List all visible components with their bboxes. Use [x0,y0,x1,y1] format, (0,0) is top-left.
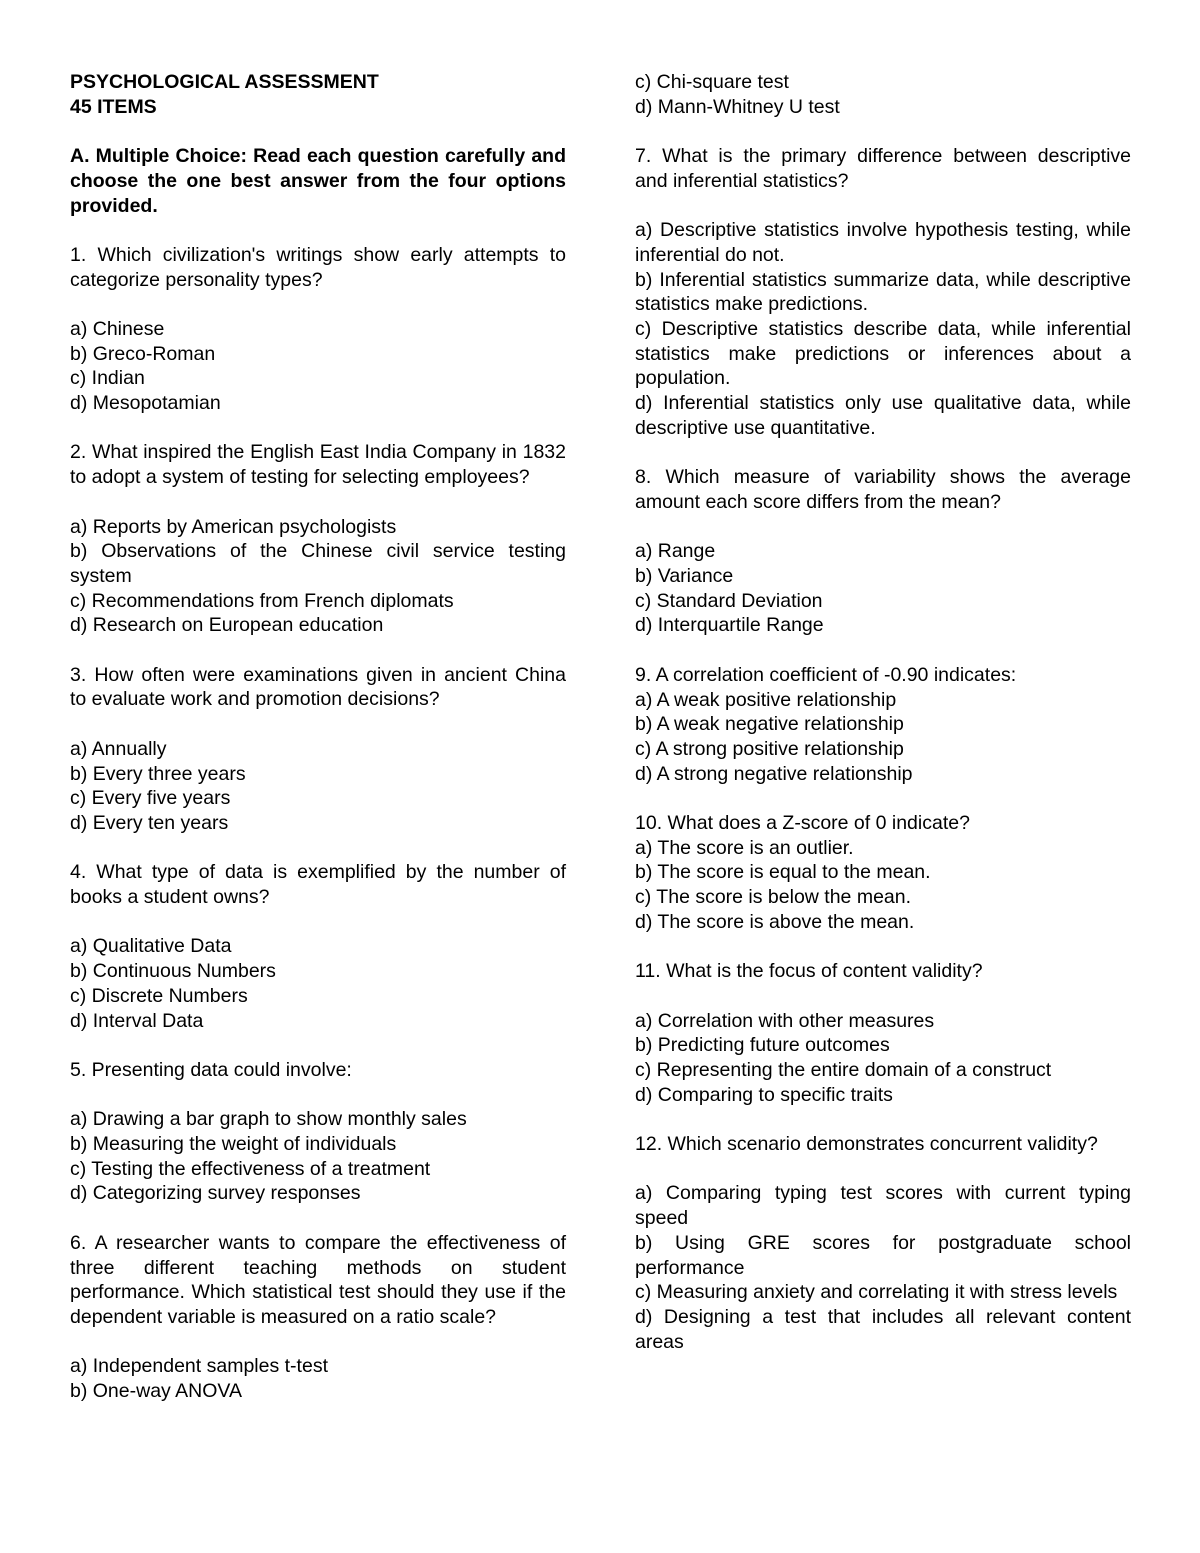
options-list [70,1354,566,1403]
question-text: 1. Which civilization's writings show early attempts to categorize personality types? [70,243,566,291]
question-10 [635,811,1131,935]
option: c) Standard Deviation [635,589,823,612]
option: b) One-way ANOVA [70,1380,242,1403]
option: d) Interquartile Range [635,614,824,637]
option: d) Mesopotamian [70,392,221,415]
option: c) Discrete Numbers [70,984,248,1007]
question-text: 11. What is the focus of content validity? [635,960,983,983]
option: d) Every ten years [70,811,229,834]
question-text: 8. Which measure of variability shows the average amount each score differs from the mean? [635,466,1131,513]
question-text: 4. What type of data is exemplified by the number of books a student owns? [70,861,566,909]
option: c) Chi-square test [635,71,789,93]
option: b) Continuous Numbers [70,960,276,983]
question-text: 2. What inspired the English East India Company in 1832 to adopt a system of testing for selecting employees? [70,441,566,489]
option: d) A strong negative relationship [635,762,913,785]
question-text: 10. What does a Z-score of 0 indicate? [635,812,970,834]
options-list [635,836,1131,935]
option: b) Inferential statistics summarize data, while descriptive statistics make predictions. [635,268,1131,316]
option: d) Research on European education [70,614,384,637]
question-8 [635,465,1131,638]
options-list [70,317,566,416]
options-list [635,539,1131,638]
option: d) The score is above the mean. [635,910,915,933]
option: c) Indian [70,367,145,390]
left-column [70,70,566,1404]
option: b) Using GRE scores for postgraduate school performance [635,1231,1131,1279]
option: a) The score is an outlier. [635,836,854,859]
options-list [635,1009,1131,1108]
question-9 [635,663,1131,787]
right-column [635,70,1131,1354]
options-list [635,218,1131,440]
option: b) Variance [635,565,734,587]
option: d) Categorizing survey responses [70,1182,361,1205]
section-instruction: A. Multiple Choice: Read each question carefully and choose the one best answer from the four options provided. [70,145,566,217]
options-list [635,1181,1131,1354]
question-6-continued [635,70,1131,119]
option: b) Observations of the Chinese civil service testing system [70,540,566,587]
option: d) Designing a test that includes all relevant content areas [635,1306,1131,1353]
option: d) Interval Data [70,1009,204,1032]
option: a) Annually [70,737,167,760]
option: c) Recommendations from French diplomats [70,589,454,612]
option: c) Every five years [70,787,231,810]
option: c) The score is below the mean. [635,886,912,909]
question-text: 9. A correlation coefficient of -0.90 indicates: [635,663,1017,686]
item-count: 45 ITEMS [70,95,157,118]
options-list [635,70,1131,119]
options-list [70,515,566,639]
option: b) Predicting future outcomes [635,1034,890,1057]
options-list [70,934,566,1033]
question-text: 12. Which scenario demonstrates concurrent validity? [635,1133,1098,1156]
option: b) Greco-Roman [70,342,216,365]
option: a) Range [635,540,716,563]
option: c) Descriptive statistics describe data, while inferential statistics make predictions or inferences about a population. [635,318,1131,390]
option: c) Measuring anxiety and correlating it with stress levels [635,1281,1118,1304]
question-text: 3. How often were examinations given in ancient China to evaluate work and promotion decisions? [70,663,566,711]
option: b) The score is equal to the mean. [635,861,931,884]
option: a) Comparing typing test scores with current typing speed [635,1182,1131,1230]
option: d) Mann-Whitney U test [635,95,840,118]
question-text: 5. Presenting data could involve: [70,1058,352,1081]
option: a) Drawing a bar graph to show monthly sales [70,1108,467,1131]
question-text: 6. A researcher wants to compare the effectiveness of three different teaching methods on student performance. Which statistical test should they use if the dependent variable is measured on a ratio scale? [70,1231,566,1328]
question-4 [70,860,566,1033]
question-11 [635,959,1131,1107]
question-6 [70,1231,566,1404]
option: c) Representing the entire domain of a construct [635,1059,1052,1081]
option: a) Correlation with other measures [635,1009,935,1032]
option: a) A weak positive relationship [635,688,897,711]
options-list [635,688,1131,787]
options-list [70,1107,566,1206]
question-12 [635,1132,1131,1354]
option: b) Measuring the weight of individuals [70,1133,397,1156]
question-7 [635,144,1131,440]
question-2 [70,440,566,638]
option: d) Inferential statistics only use qualitative data, while descriptive use quantitative. [635,392,1131,439]
option: a) Chinese [70,317,165,340]
option: a) Reports by American psychologists [70,515,397,538]
option: c) Testing the effectiveness of a treatment [70,1157,431,1180]
question-1 [70,243,566,416]
option: a) Independent samples t-test [70,1355,328,1378]
option: a) Qualitative Data [70,935,232,958]
options-list [70,737,566,836]
option: d) Comparing to specific traits [635,1083,893,1106]
question-5 [70,1058,566,1206]
option: b) Every three years [70,762,246,785]
page-title: PSYCHOLOGICAL ASSESSMENT [70,71,379,93]
question-text: 7. What is the primary difference between descriptive and inferential statistics? [635,145,1131,192]
option: c) A strong positive relationship [635,737,904,760]
question-3 [70,663,566,836]
option: b) A weak negative relationship [635,713,904,736]
option: a) Descriptive statistics involve hypothesis testing, while inferential do not. [635,219,1131,266]
